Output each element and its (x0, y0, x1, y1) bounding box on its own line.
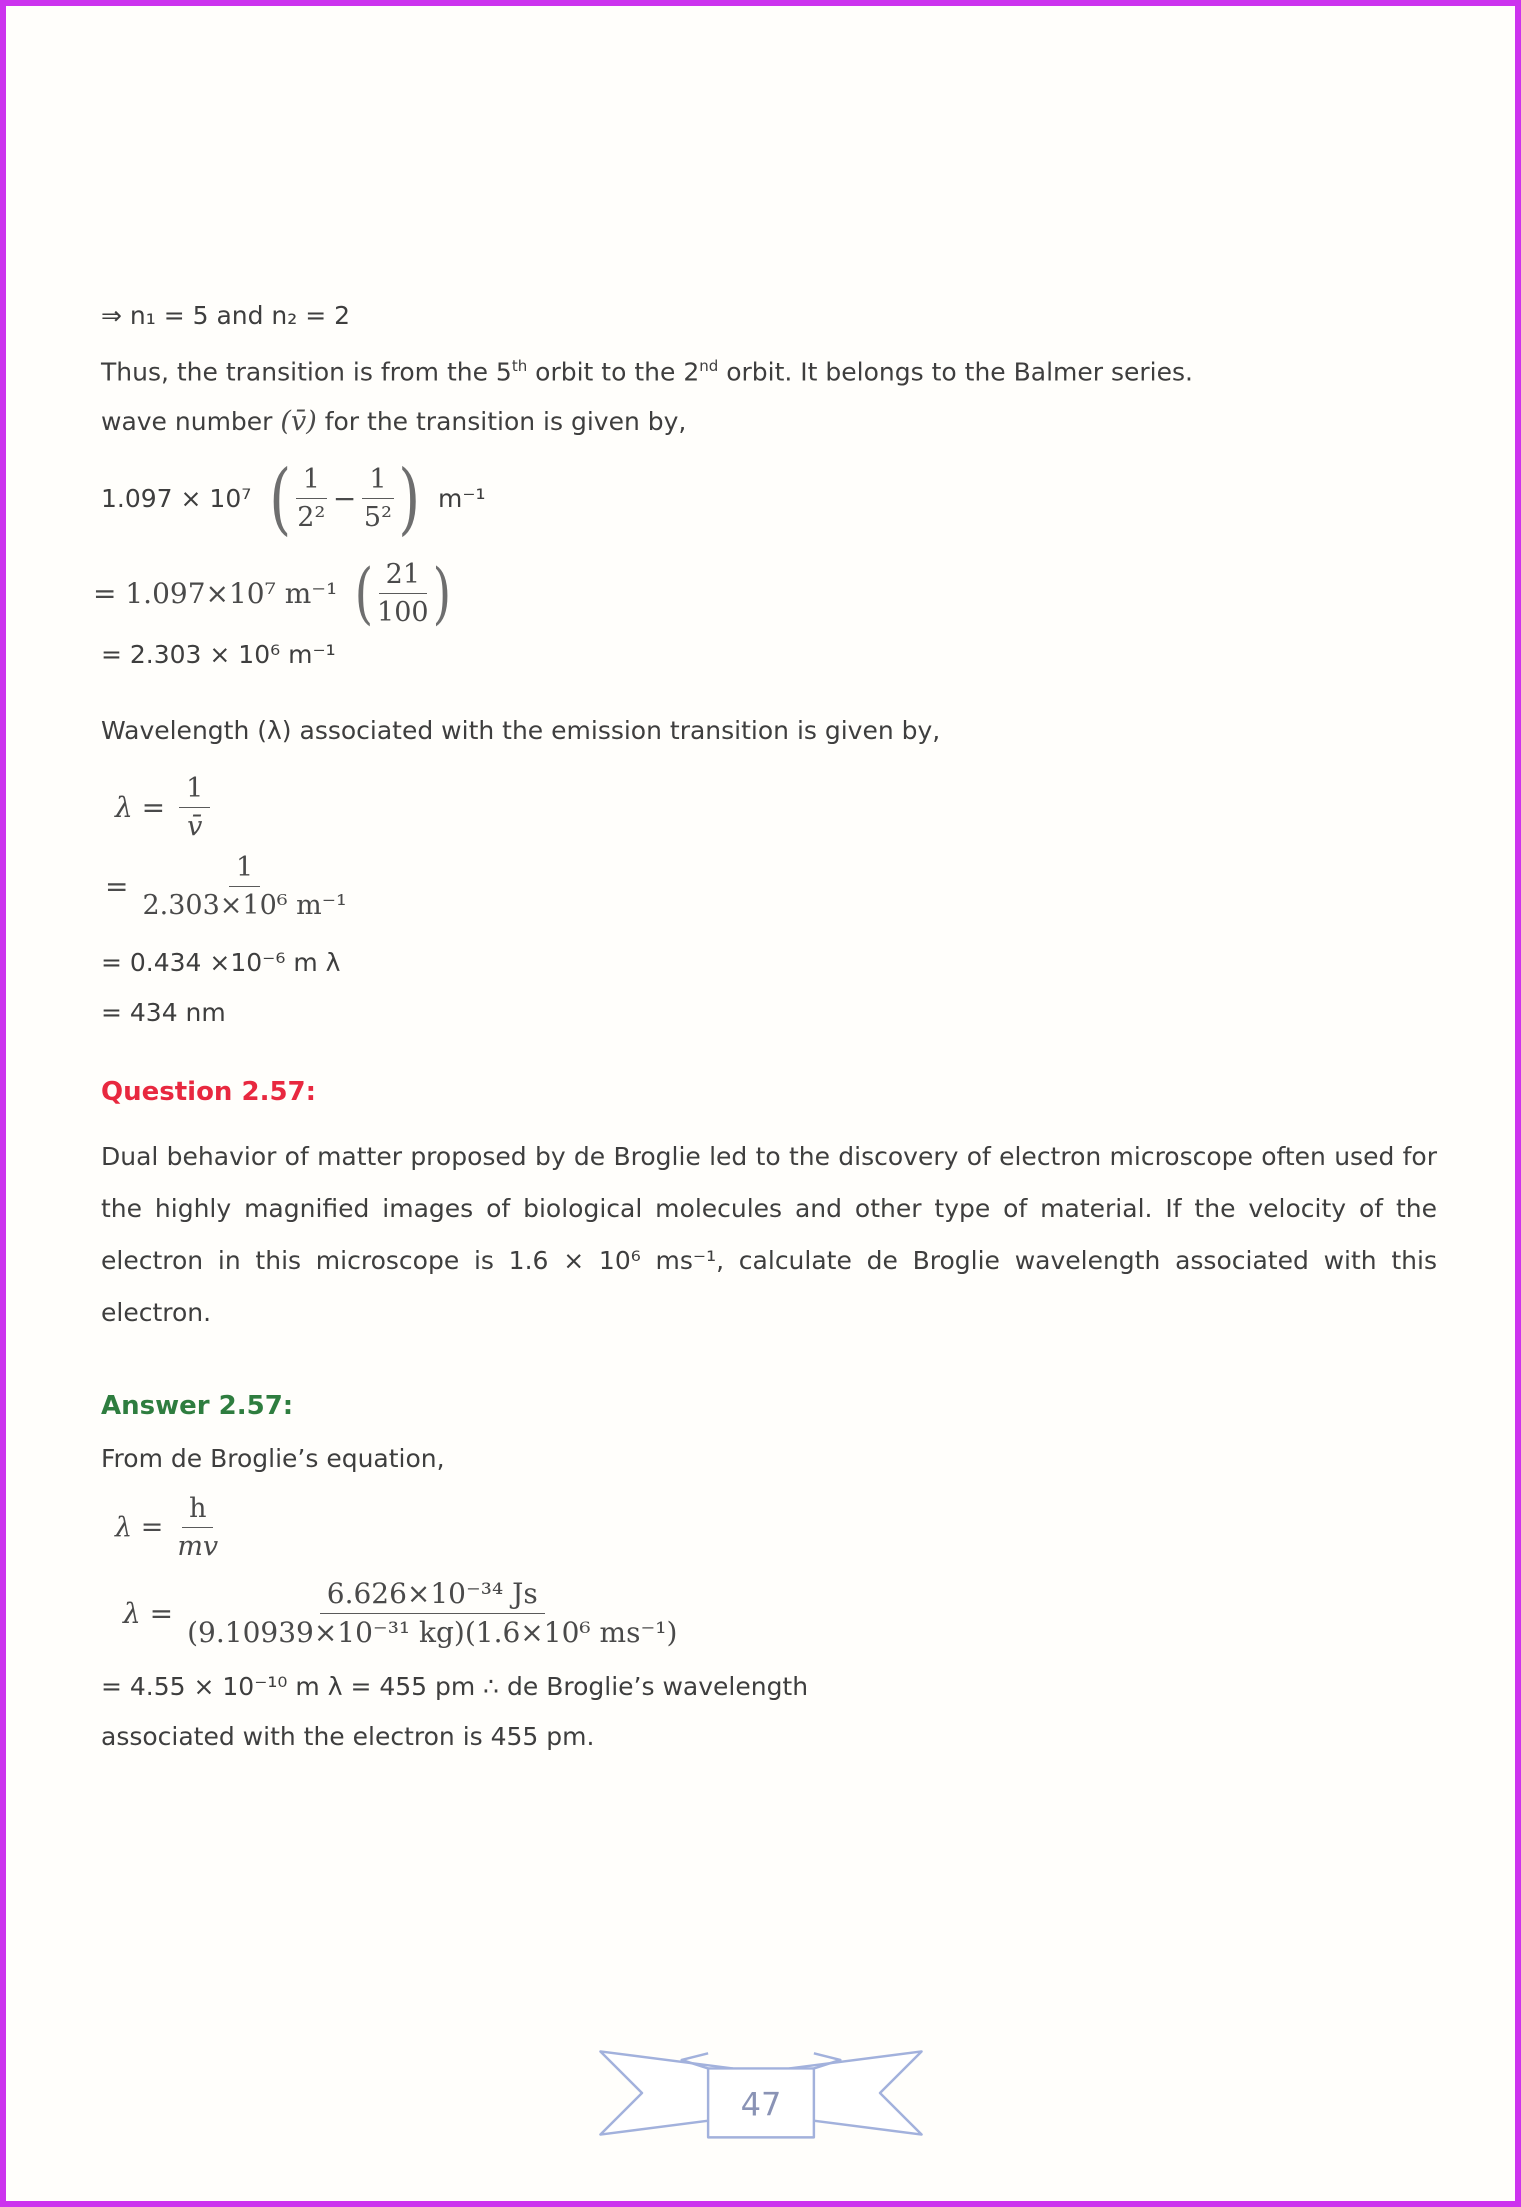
rydberg-equation (101, 453, 1437, 544)
n-values-line: ⇒ n₁ = 5 and n₂ = 2 (101, 301, 351, 330)
wavenumber-result-line: = 2.303 × 10⁶ m⁻¹ (101, 639, 336, 669)
fraction-one-over-2sq (296, 464, 327, 533)
fraction-numerator: 1 (229, 852, 260, 887)
open-paren: ( (354, 554, 374, 632)
fraction-denominator: 2.303×10⁶ m⁻¹ (142, 889, 347, 921)
rydberg-coefficient: 1.097 × 10⁷ (101, 484, 252, 514)
nu-bar-symbol: (v̄) (280, 406, 317, 438)
fraction-numerator: 6.626×10⁻³⁴ Js (320, 1578, 545, 1614)
de-broglie-substituted-equation (123, 1578, 1437, 1649)
answer-result-line-2: associated with the electron is 455 pm. (101, 1722, 595, 1752)
ordinal-suffix-th: th (511, 357, 528, 375)
wave-number-pre: wave number (101, 407, 281, 437)
lambda-substitution-equation (105, 852, 1437, 921)
page-number: 47 (740, 2085, 781, 2124)
page-content (6, 6, 1515, 1753)
transition-line (101, 350, 1437, 388)
answer-heading: Answer 2.57: (101, 1390, 294, 1421)
fraction-h-over-mv (177, 1493, 218, 1562)
fraction-denominator: 100 (377, 597, 429, 629)
ribbon-banner-graphic (591, 2045, 931, 2141)
fraction-denominator: v̄ (187, 810, 203, 842)
fraction-numerator: 1 (179, 773, 210, 808)
fraction-one-over-wavenumber (142, 852, 346, 921)
transition-text-3: orbit. It belongs to the Balmer series. (718, 357, 1193, 387)
fraction-numerator: 21 (379, 559, 427, 594)
ordinal-suffix-nd: nd (699, 357, 719, 375)
fraction-one-over-5sq (362, 464, 393, 533)
answer-result-line-1: = 4.55 × 10⁻¹⁰ m λ = 455 pm ∴ de Broglie’s wavelength (101, 1672, 809, 1702)
wavenumber-step-equation (93, 554, 1437, 632)
de-broglie-equation (115, 1493, 1437, 1562)
equation-lhs: λ = (123, 1596, 174, 1630)
close-paren: ) (397, 453, 420, 544)
page-number-ribbon (591, 2045, 931, 2145)
fraction-numerator: 1 (296, 464, 327, 499)
fraction-21-over-100 (377, 559, 429, 628)
fraction-planck-over-momentum (187, 1578, 677, 1649)
wavelength-nm-result-line: = 434 nm (101, 997, 226, 1027)
transition-text-2: orbit to the 2 (527, 357, 700, 387)
transition-text-1: Thus, the transition is from the 5 (101, 357, 512, 387)
wave-number-line (101, 406, 1437, 438)
wavelength-intro-line: Wavelength (λ) associated with the emission transition is given by, (101, 715, 941, 745)
fraction-denominator: mv (177, 1530, 219, 1562)
fraction-numerator: 1 (362, 464, 393, 499)
close-paren: ) (432, 554, 451, 632)
equation-lhs: λ = (115, 1511, 164, 1543)
answer-intro-line: From de Broglie’s equation, (101, 1443, 445, 1473)
wavelength-metres-result-line: = 0.434 ×10⁻⁶ m λ (101, 947, 341, 977)
wave-number-post: for the transition is given by, (316, 407, 687, 437)
fraction-denominator: 5² (363, 502, 392, 534)
equation-lhs: = (105, 869, 129, 903)
open-paren: ( (269, 453, 292, 544)
equation-lhs: = 1.097×10⁷ m⁻¹ (93, 577, 338, 611)
fraction-numerator: h (182, 1493, 213, 1528)
unit-per-metre: m⁻¹ (437, 484, 486, 514)
question-body: Dual behavior of matter proposed by de Broglie led to the discovery of electron microscope often used for the highly magnified images of biological molecules and other type of material. If the velocity of the electron in this microscope is 1.6 × 10⁶ ms⁻¹, calculate de Broglie wavelength associated with this electron. (101, 1141, 1437, 1327)
equation-lhs: λ = (115, 790, 166, 824)
fraction-denominator: 2² (297, 502, 326, 534)
fraction-one-over-nubar (179, 773, 210, 842)
fraction-denominator: (9.10939×10⁻³¹ kg)(1.6×10⁶ ms⁻¹) (187, 1615, 678, 1649)
lambda-definition-equation (115, 773, 1437, 842)
minus-operator: − (332, 482, 357, 516)
question-heading: Question 2.57: (101, 1076, 317, 1107)
